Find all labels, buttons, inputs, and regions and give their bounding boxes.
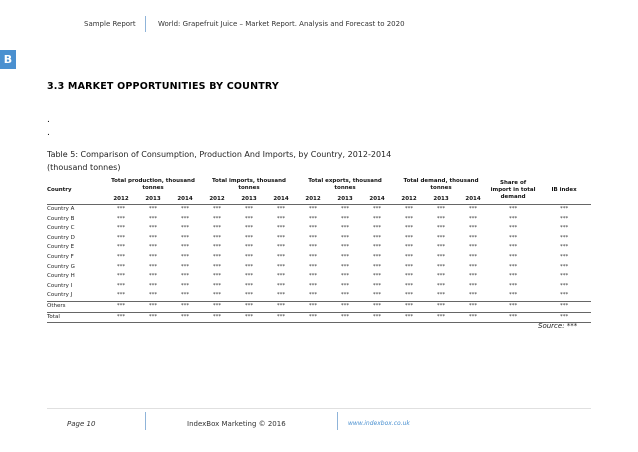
value-cell: *** [372,215,382,222]
value-cell: *** [340,234,350,241]
value-cell: *** [180,273,190,280]
column-header-share: Share of import in total demand [489,176,537,205]
value-cell: *** [180,206,190,212]
value-cell: *** [201,312,233,323]
country-name-cell: Country G [47,263,75,270]
value-cell: *** [393,301,425,312]
value-cell: *** [436,292,446,299]
value-cell: *** [468,215,478,222]
value-cell: *** [559,225,569,232]
footer-divider [145,412,146,430]
value-cell: *** [436,273,446,280]
value-cell: *** [308,234,318,241]
value-cell: *** [308,253,318,260]
value-cell: *** [148,273,158,280]
country-name-cell: Country J [47,292,73,299]
column-group-production: Total production, thousand tonnes [111,178,195,191]
value-cell: *** [244,253,254,260]
value-cell: *** [116,263,126,270]
value-cell: *** [559,273,569,280]
footer-divider [337,412,338,430]
column-header-ib-index: IB index [537,176,591,205]
value-cell: *** [276,234,286,241]
value-cell: *** [361,312,393,323]
value-cell: *** [436,234,446,241]
value-cell: *** [308,292,318,299]
header-divider [145,16,146,32]
table-row [47,301,591,312]
value-cell: *** [468,244,478,251]
value-cell: *** [116,234,126,241]
value-cell: *** [559,253,569,260]
year-header: 2012 [297,194,329,205]
value-cell: *** [105,301,137,312]
value-cell: *** [212,263,222,270]
value-cell: *** [468,234,478,241]
value-cell: *** [457,312,489,323]
value-cell: *** [116,253,126,260]
year-header: 2013 [233,194,265,205]
value-cell: *** [329,301,361,312]
country-name-cell: Others [47,301,105,312]
value-cell: *** [372,292,382,299]
value-cell: *** [265,301,297,312]
footer-company: IndexBox Marketing © 2016 [187,420,286,428]
country-name-cell: Country E [47,244,75,251]
value-cell: *** [537,301,591,312]
year-header: 2012 [393,194,425,205]
column-group-exports: Total exports, thousand tonnes [308,178,382,191]
value-cell: *** [537,312,591,323]
value-cell: *** [508,215,518,222]
value-cell: *** [340,206,350,212]
value-cell: *** [393,312,425,323]
value-cell: *** [244,225,254,232]
value-cell: *** [559,263,569,270]
table-row [47,215,591,225]
value-cell: *** [212,282,222,289]
value-cell: *** [276,225,286,232]
value-cell: *** [169,312,201,323]
value-cell: *** [404,292,414,299]
value-cell: *** [404,263,414,270]
value-cell: *** [508,206,518,212]
value-cell: *** [276,244,286,251]
country-name-cell: Country A [47,206,75,212]
year-header: 2014 [169,194,201,205]
value-cell: *** [340,273,350,280]
value-cell: *** [508,282,518,289]
year-header: 2012 [201,194,233,205]
value-cell: *** [436,225,446,232]
value-cell: *** [212,244,222,251]
value-cell: *** [180,282,190,289]
value-cell: *** [425,312,457,323]
value-cell: *** [404,244,414,251]
value-cell: *** [372,253,382,260]
value-cell: *** [116,273,126,280]
value-cell: *** [148,292,158,299]
section-title: 3.3 MARKET OPPORTUNITIES BY COUNTRY [47,81,279,92]
year-header: 2014 [265,194,297,205]
value-cell: *** [436,263,446,270]
value-cell: *** [559,206,569,212]
value-cell: *** [508,273,518,280]
value-cell: *** [180,225,190,232]
header-report-title: World: Grapefruit Juice – Market Report. Analysis and Forecast to 2020 [158,20,405,28]
table-row [47,205,591,215]
placeholder-dot: . [47,128,50,138]
value-cell: *** [148,234,158,241]
value-cell: *** [116,206,126,212]
value-cell: *** [148,282,158,289]
year-header: 2013 [425,194,457,205]
country-name-cell: Total [47,312,105,323]
value-cell: *** [361,301,393,312]
value-cell: *** [297,301,329,312]
value-cell: *** [297,312,329,323]
value-cell: *** [340,253,350,260]
table-caption: Table 5: Comparison of Consumption, Production And Imports, by Country, 2012-2014 [47,150,392,159]
value-cell: *** [180,263,190,270]
value-cell: *** [244,273,254,280]
value-cell: *** [340,263,350,270]
value-cell: *** [468,206,478,212]
value-cell: *** [372,234,382,241]
value-cell: *** [116,282,126,289]
value-cell: *** [276,253,286,260]
value-cell: *** [308,282,318,289]
value-cell: *** [436,253,446,260]
value-cell: *** [468,282,478,289]
value-cell: *** [105,312,137,323]
country-name-cell: Country I [47,282,73,289]
value-cell: *** [233,312,265,323]
value-cell: *** [340,225,350,232]
value-cell: *** [265,312,297,323]
value-cell: *** [116,225,126,232]
value-cell: *** [276,263,286,270]
value-cell: *** [489,312,537,323]
footer-page-number: Page 10 [67,420,96,428]
value-cell: *** [340,292,350,299]
value-cell: *** [508,234,518,241]
value-cell: *** [276,292,286,299]
value-cell: *** [508,263,518,270]
value-cell: *** [340,215,350,222]
value-cell: *** [425,301,457,312]
value-cell: *** [404,225,414,232]
country-name-cell: Country D [47,234,75,241]
year-header: 2013 [137,194,169,205]
value-cell: *** [244,263,254,270]
header-report-label: Sample Report [84,20,136,28]
value-cell: *** [244,215,254,222]
value-cell: *** [276,273,286,280]
value-cell: *** [468,263,478,270]
value-cell: *** [148,263,158,270]
value-cell: *** [244,244,254,251]
value-cell: *** [340,282,350,289]
country-name-cell: Country B [47,215,75,222]
value-cell: *** [436,282,446,289]
value-cell: *** [457,301,489,312]
value-cell: *** [233,301,265,312]
value-cell: *** [404,273,414,280]
value-cell: *** [372,273,382,280]
table-row [47,312,591,323]
value-cell: *** [180,253,190,260]
value-cell: *** [244,282,254,289]
value-cell: *** [308,225,318,232]
value-cell: *** [116,215,126,222]
value-cell: *** [559,244,569,251]
table-row [47,263,591,273]
table-row [47,291,591,301]
value-cell: *** [308,206,318,212]
year-header: 2014 [361,194,393,205]
column-group-imports: Total imports, thousand tonnes [212,178,286,191]
value-cell: *** [404,206,414,212]
value-cell: *** [340,244,350,251]
value-cell: *** [212,292,222,299]
value-cell: *** [372,206,382,212]
value-cell: *** [508,225,518,232]
value-cell: *** [559,282,569,289]
table-row [47,224,591,234]
value-cell: *** [308,244,318,251]
value-cell: *** [372,263,382,270]
value-cell: *** [559,234,569,241]
value-cell: *** [244,234,254,241]
table-row [47,243,591,253]
value-cell: *** [180,215,190,222]
country-name-cell: Country F [47,253,74,260]
value-cell: *** [116,292,126,299]
value-cell: *** [372,282,382,289]
value-cell: *** [244,206,254,212]
value-cell: *** [212,206,222,212]
value-cell: *** [212,215,222,222]
value-cell: *** [329,312,361,323]
value-cell: *** [468,225,478,232]
country-name-cell: Country H [47,273,75,280]
value-cell: *** [169,301,201,312]
table-row [47,234,591,244]
value-cell: *** [212,253,222,260]
value-cell: *** [148,225,158,232]
value-cell: *** [148,215,158,222]
value-cell: *** [308,215,318,222]
value-cell: *** [212,234,222,241]
value-cell: *** [308,273,318,280]
value-cell: *** [148,206,158,212]
value-cell: *** [372,244,382,251]
value-cell: *** [244,292,254,299]
value-cell: *** [137,312,169,323]
value-cell: *** [508,253,518,260]
value-cell: *** [468,292,478,299]
country-name-cell: Country C [47,225,75,232]
table-row [47,253,591,263]
value-cell: *** [180,234,190,241]
footer-website-link[interactable]: www.indexbox.co.uk [348,420,410,427]
value-cell: *** [508,292,518,299]
table-row [47,282,591,292]
column-header-country: Country [47,176,105,205]
value-cell: *** [404,282,414,289]
value-cell: *** [276,282,286,289]
year-header: 2013 [329,194,361,205]
value-cell: *** [404,215,414,222]
value-cell: *** [436,206,446,212]
value-cell: *** [180,292,190,299]
value-cell: *** [404,253,414,260]
column-group-demand: Total demand, thousand tonnes [403,178,479,191]
value-cell: *** [308,263,318,270]
value-cell: *** [276,215,286,222]
value-cell: *** [137,301,169,312]
value-cell: *** [436,244,446,251]
value-cell: *** [201,301,233,312]
value-cell: *** [559,292,569,299]
value-cell: *** [489,301,537,312]
value-cell: *** [372,225,382,232]
table-row [47,272,591,282]
value-cell: *** [116,244,126,251]
year-header: 2012 [105,194,137,205]
footer-rule [47,408,591,409]
brand-logo-icon: B [0,50,16,69]
value-cell: *** [212,273,222,280]
value-cell: *** [180,244,190,251]
value-cell: *** [148,253,158,260]
value-cell: *** [508,244,518,251]
comparison-table [47,176,591,323]
table-body [47,205,591,323]
value-cell: *** [148,244,158,251]
value-cell: *** [468,273,478,280]
year-header: 2014 [457,194,489,205]
value-cell: *** [559,215,569,222]
value-cell: *** [404,234,414,241]
placeholder-dot: . [47,115,50,125]
value-cell: *** [276,206,286,212]
value-cell: *** [436,215,446,222]
value-cell: *** [468,253,478,260]
value-cell: *** [212,225,222,232]
table-source: Source: *** [538,322,578,330]
table-unit-caption: (thousand tonnes) [47,163,121,172]
